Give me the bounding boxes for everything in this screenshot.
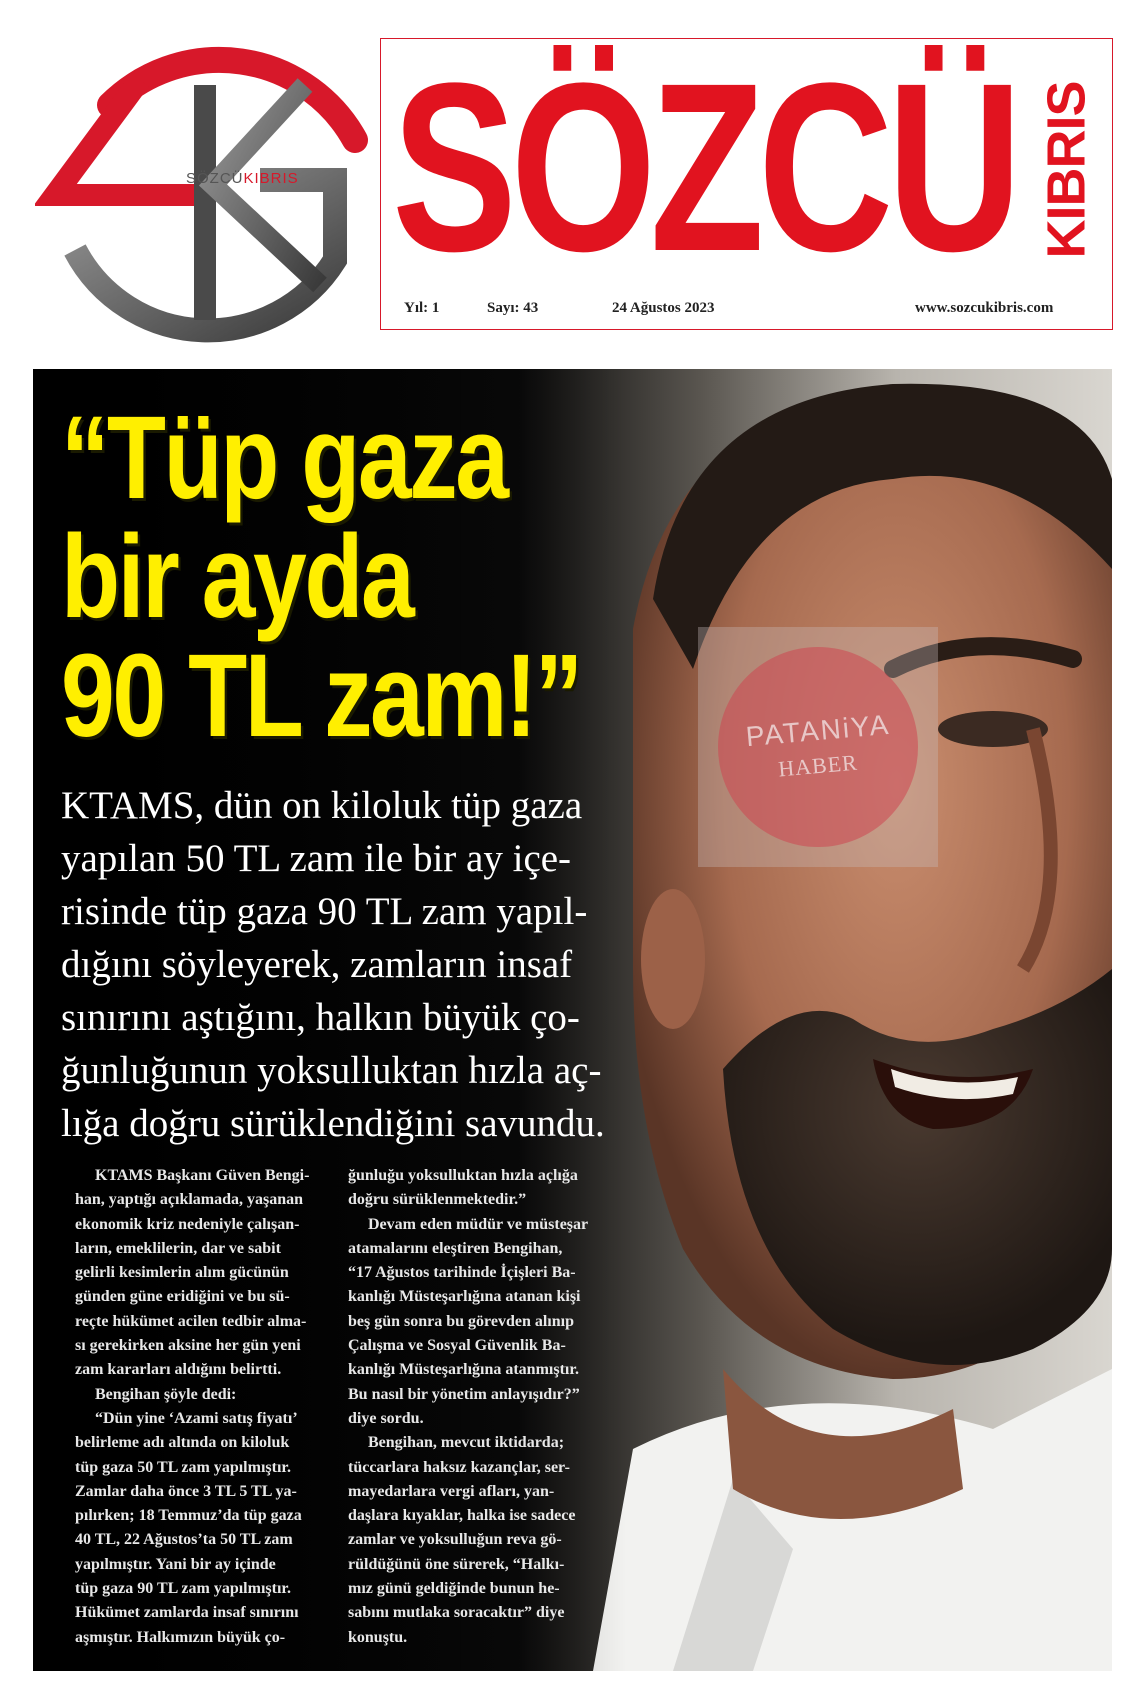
brand-side-label: KIBRIS bbox=[1036, 81, 1097, 259]
body-line: mayedarlara vergi afları, yan- bbox=[348, 1482, 555, 1500]
body-line: reçte hükümet acilen tedbir alma- bbox=[75, 1312, 307, 1330]
brand-title: SÖZCÜ bbox=[392, 33, 1016, 301]
lead-line: lığa doğru sürüklendiğini savundu. bbox=[61, 1102, 605, 1145]
lead-line: risinde tüp gaza 90 TL zam yapıl- bbox=[61, 890, 588, 933]
body-line: ların, emeklilerin, dar ve sabit bbox=[75, 1239, 281, 1257]
headline-line: “Tüp gaza bbox=[61, 392, 507, 524]
body-line: Devam eden müdür ve müsteşar bbox=[368, 1215, 589, 1233]
body-line: tüp gaza 90 TL zam yapılmıştır. bbox=[75, 1580, 292, 1598]
issue-date: 24 Ağustos 2023 bbox=[612, 300, 715, 316]
body-line: pılırken; 18 Temmuz’da tüp gaza bbox=[75, 1507, 302, 1525]
body-line: günden güne eridiğini ve bu sü- bbox=[75, 1288, 290, 1306]
body-line: Bengihan şöyle dedi: bbox=[95, 1385, 237, 1403]
body-line: ğunluğu yoksulluktan hızla açlığa bbox=[348, 1167, 578, 1184]
body-line: rüldüğünü öne sürerek, “Halkı- bbox=[348, 1555, 565, 1573]
body-line: beş gün sonra bu görevden alınıp bbox=[348, 1312, 574, 1330]
body-line: daşlara kıyaklar, halka ise sadece bbox=[348, 1507, 576, 1525]
masthead bbox=[0, 0, 1143, 360]
logo-caption: SÖZCÜKIBRIS bbox=[186, 170, 299, 187]
body-line: “17 Ağustos tarihinde İçişleri Ba- bbox=[348, 1264, 576, 1282]
body-line: KTAMS Başkanı Güven Bengi- bbox=[95, 1167, 310, 1184]
lead-line: ğunluğunun yoksulluktan hızla aç- bbox=[61, 1049, 602, 1092]
watermark-line-2: HABER bbox=[777, 749, 859, 782]
lead-paragraph bbox=[61, 779, 711, 1150]
body-line: yapılmıştır. Yani bir ay içinde bbox=[75, 1555, 276, 1573]
body-column-1 bbox=[75, 1164, 335, 1650]
body-line: doğru sürüklenmektedir.” bbox=[348, 1191, 527, 1209]
body-line: tüp gaza 50 TL zam yapılmıştır. bbox=[75, 1458, 292, 1476]
body-line: kanlığı Müsteşarlığına atanmıştır. bbox=[348, 1361, 579, 1379]
body-line: “Dün yine ‘Azami satış fiyatı’ bbox=[95, 1409, 298, 1427]
body-line: gelirli kesimlerin alım gücünün bbox=[75, 1264, 289, 1282]
watermark bbox=[698, 627, 938, 867]
headline-line: 90 TL zam!” bbox=[61, 630, 581, 762]
body-line: atamalarını eleştiren Bengihan, bbox=[348, 1239, 563, 1257]
body-line: Çalışma ve Sosyal Güvenlik Ba- bbox=[348, 1337, 566, 1355]
lead-line: yapılan 50 TL zam ile bir ay içe- bbox=[61, 837, 572, 880]
body-line: Bu nasıl bir yönetim anlayışıdır?” bbox=[348, 1385, 580, 1403]
body-line: belirleme adı altında on kiloluk bbox=[75, 1434, 290, 1452]
watermark-line-1: PATANiYA bbox=[744, 708, 892, 753]
body-line: ekonomik kriz nedeniyle çalışan- bbox=[75, 1215, 300, 1233]
lead-line: dığını söyleyerek, zamların insaf bbox=[61, 943, 573, 986]
body-line: diye sordu. bbox=[348, 1409, 424, 1427]
body-line: 40 TL, 22 Ağustos’ta 50 TL zam bbox=[75, 1531, 293, 1549]
body-line: tüccarlara haksız kazançlar, ser- bbox=[348, 1458, 570, 1476]
body-line: mız günü geldiğinde bunun he- bbox=[348, 1580, 560, 1598]
body-line: zamlar ve yoksulluğun reva gö- bbox=[348, 1531, 562, 1549]
lead-line: KTAMS, dün on kiloluk tüp gaza bbox=[61, 784, 583, 827]
body-line: Zamlar daha önce 3 TL 5 TL ya- bbox=[75, 1482, 297, 1500]
body-line: sı gerekirken aksine her gün yeni bbox=[75, 1337, 301, 1355]
body-line: aşmıştır. Halkımızın büyük ço- bbox=[75, 1628, 286, 1646]
body-line: han, yaptığı açıklamada, yaşanan bbox=[75, 1191, 304, 1209]
lead-line: sınırını aştığını, halkın büyük ço- bbox=[61, 996, 580, 1039]
body-line: zam kararları aldığını belirtti. bbox=[75, 1361, 282, 1379]
body-line: kanlığı Müsteşarlığına atanan kişi bbox=[348, 1288, 581, 1306]
body-column-2 bbox=[348, 1164, 618, 1650]
headline-line: bir ayda bbox=[61, 511, 413, 643]
body-line: konuştu. bbox=[348, 1628, 408, 1646]
year-label: Yıl: 1 bbox=[404, 300, 440, 316]
cover-story bbox=[33, 369, 1112, 1671]
body-line: sabını mutlaka soracaktır” diye bbox=[348, 1604, 565, 1622]
issue-label: Sayı: 43 bbox=[487, 300, 539, 316]
website-link[interactable]: www.sozcukibris.com bbox=[915, 300, 1054, 316]
headline bbox=[61, 392, 651, 762]
body-line: Bengihan, mevcut iktidarda; bbox=[368, 1434, 565, 1452]
body-line: Hükümet zamlarda insaf sınırını bbox=[75, 1604, 299, 1622]
